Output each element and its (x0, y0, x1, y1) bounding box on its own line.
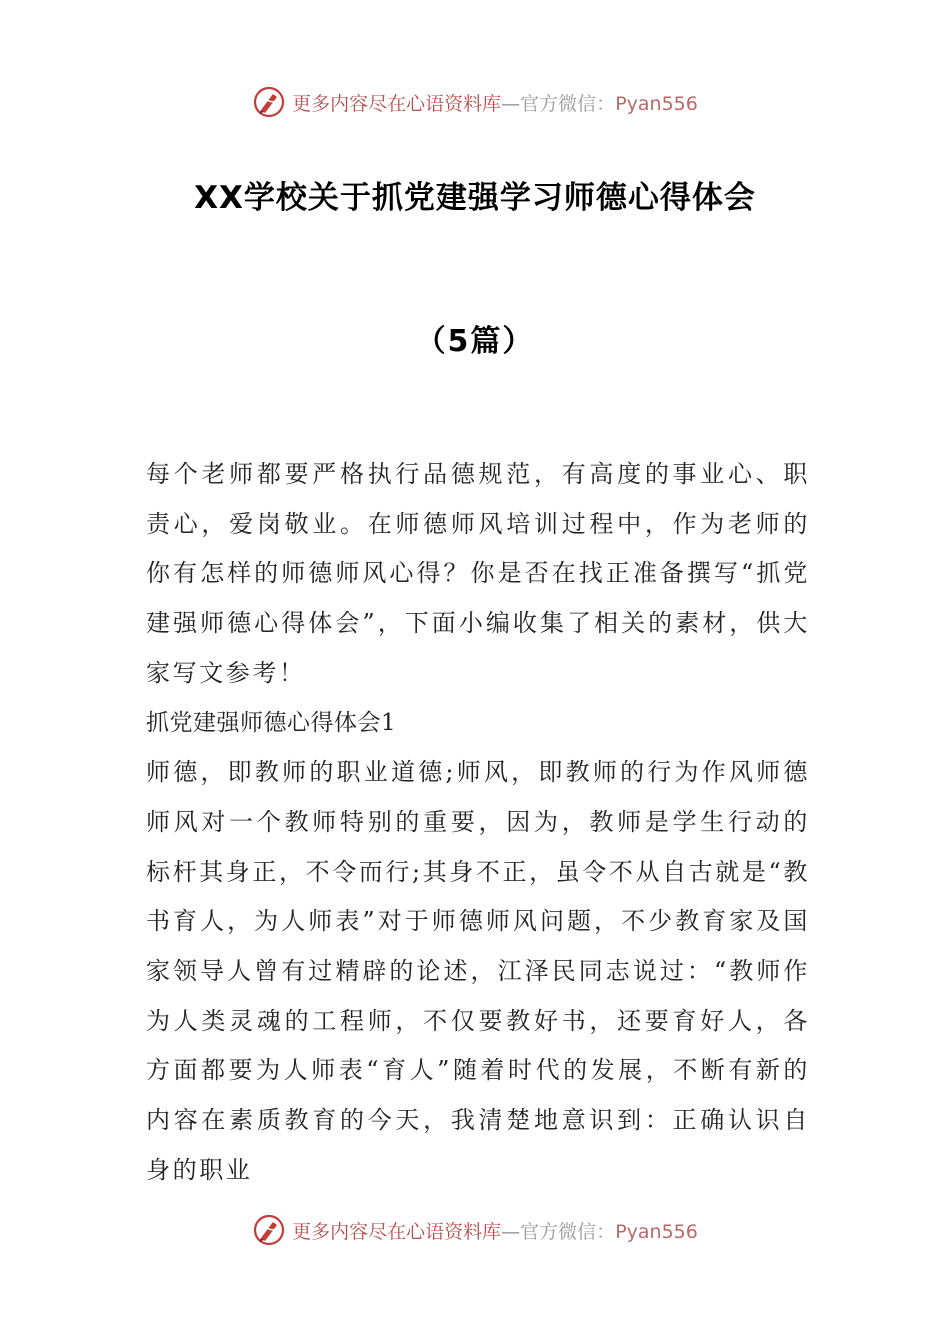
watermark-wechat-id: Pyan556 (615, 92, 698, 115)
header-watermark (0, 82, 950, 122)
watermark-dash: — (501, 92, 521, 115)
document-subtitle: （5篇） (415, 324, 535, 359)
footer-watermark (0, 1210, 950, 1250)
document-body (146, 450, 810, 1196)
pen-logo-icon (252, 85, 286, 119)
watermark-text (292, 1217, 698, 1244)
watermark-brand: 更多内容尽在心语资料库 (292, 1220, 502, 1243)
document-title: XX学校关于抓党建强学习师德心得体会 (194, 180, 756, 216)
section-heading: 抓党建强师德心得体会1 (146, 709, 397, 736)
intro-paragraph: 每个老师都要严格执行品德规范，有高度的事业心、职责心，爱岗敬业。在师德师风培训过程中，作为老师的你有怎样的师德师风心得？你是否在找正准备撰写“抓党建强师德心得体会”，下面小编收集了相关的素材，供大家写文参考！ (146, 460, 810, 687)
watermark-wechat-id: Pyan556 (615, 1220, 698, 1243)
pen-logo-icon (252, 1213, 286, 1247)
watermark-text (292, 89, 698, 116)
watermark-wechat-label: 官方微信： (520, 1220, 616, 1243)
watermark-dash: — (501, 1220, 521, 1243)
section-paragraph: 师德，即教师的职业道德;师风，即教师的行为作风师德师风对一个教师特别的重要，因为，教师是学生行动的标杆其身正，不令而行;其身不正，虽令不从自古就是“教书育人，为人师表”对于师德师风问题，不少教育家及国家领导人曾有过精辟的论述，江泽民同志说过：“教师作为人类灵魂的工程师，不仅要教好书，还要育好人，各方面都要为人师表“育人”随着时代的发展，不断有新的内容在素质教育的今天，我清楚地意识到：正确认识自身的职业 (146, 758, 810, 1184)
footer-watermark-content (252, 1213, 698, 1247)
watermark-brand: 更多内容尽在心语资料库 (292, 92, 502, 115)
watermark-wechat-label: 官方微信： (520, 92, 616, 115)
header-watermark-content (252, 85, 698, 119)
